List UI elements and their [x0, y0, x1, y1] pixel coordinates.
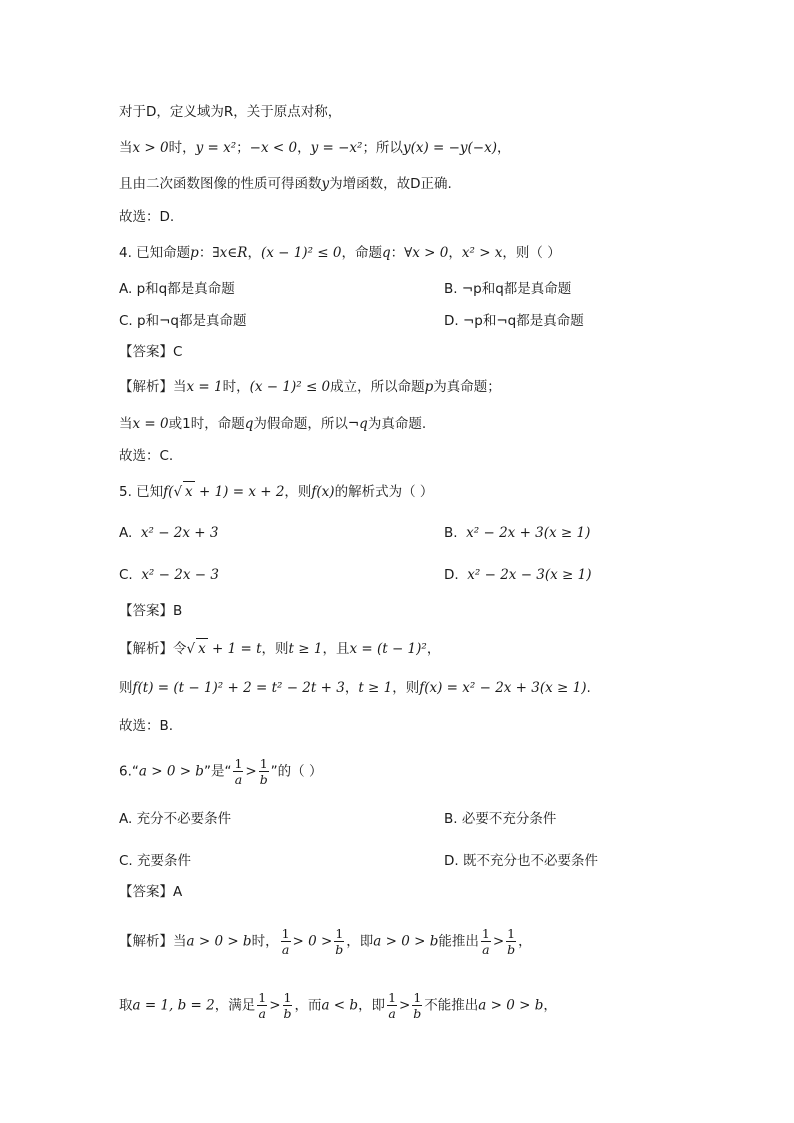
q6-option-a: A. 充分不必要条件	[119, 811, 232, 827]
denominator: a	[258, 1006, 266, 1021]
math: x² − 2x + 3	[140, 525, 219, 541]
q6-option-c: C. 充要条件	[119, 853, 192, 869]
text: ；所以	[362, 140, 403, 156]
math: f(t) = (t − 1)² + 2 = t² − 2t + 3	[132, 680, 345, 696]
math: >	[269, 997, 281, 1014]
text: B.	[444, 525, 458, 541]
numerator: 1	[507, 926, 516, 941]
text: ”是“	[203, 763, 232, 780]
q5-answer: 【答案】B	[119, 603, 183, 619]
denominator: b	[259, 772, 268, 787]
math: x² − 2x − 3(x ≥ 1)	[467, 567, 592, 583]
text: 当	[119, 416, 133, 432]
math: >	[245, 763, 257, 780]
math: a < b	[321, 997, 359, 1014]
q6-stem	[119, 756, 322, 787]
text: ”的（ ）	[270, 763, 323, 780]
text: ，即	[358, 997, 386, 1014]
math: x² − 2x − 3	[141, 567, 219, 583]
math: p	[424, 379, 434, 395]
math: + 1 = t	[207, 641, 262, 657]
intro-line-1: 对于D，定义域为R，关于原点对称，	[119, 104, 342, 120]
text: 能推出	[438, 933, 479, 950]
math: y(x) = −y(−x)	[402, 140, 498, 156]
q5-option-c	[119, 565, 219, 585]
math: >	[492, 933, 505, 950]
fraction-1-over-a	[233, 756, 243, 787]
q6-analysis-2	[119, 990, 557, 1021]
math: > 0 >	[292, 933, 333, 950]
math: a > 0 > b	[186, 933, 252, 950]
fraction-1-over-a	[281, 926, 291, 957]
text: A.	[119, 525, 133, 541]
numerator: 1	[388, 990, 397, 1005]
q4-option-a: A. p和q都是真命题	[119, 281, 235, 297]
fraction-1-over-a	[481, 926, 491, 957]
math: (x − 1)² ≤ 0	[260, 245, 342, 261]
q4-answer: 【答案】C	[119, 344, 183, 360]
math: a > 0 > b	[478, 997, 544, 1014]
math: x = 1	[186, 379, 223, 395]
math: a > 0 > b	[138, 763, 204, 780]
text: ，	[247, 245, 261, 261]
text: 当	[119, 140, 133, 156]
denominator: a	[234, 772, 243, 787]
math: x² > x	[461, 245, 503, 261]
q6-analysis-1	[119, 926, 532, 957]
math: y = x²	[195, 140, 237, 156]
numerator: 1	[335, 926, 344, 941]
denominator: b	[413, 1006, 422, 1021]
text: 为真命题.	[367, 416, 427, 432]
text: 5. 已知	[119, 484, 164, 500]
fraction-1-over-b	[506, 926, 516, 957]
q4-option-d: D. ¬p和¬q都是真命题	[444, 313, 584, 329]
text: D.	[444, 567, 459, 583]
q4-analysis-2	[119, 414, 426, 434]
text: .	[586, 680, 591, 696]
math: p	[190, 245, 199, 261]
q5-option-b	[444, 523, 590, 543]
intro-line-3	[119, 174, 452, 194]
intro-choose: 故选：D.	[119, 209, 175, 225]
text: ，	[448, 245, 462, 261]
text: 时，	[168, 140, 196, 156]
numerator: 1	[481, 926, 490, 941]
text: 则	[119, 680, 133, 696]
q4-option-b: B. ¬p和q都是真命题	[444, 281, 572, 297]
text: 成立，所以命题	[330, 379, 425, 395]
text: 【解析】当	[119, 933, 187, 950]
text: ，命题	[341, 245, 382, 261]
math: ∃x∈R	[212, 245, 248, 261]
text: 为增函数，故D正确.	[329, 176, 452, 192]
denominator: a	[388, 1006, 396, 1021]
numerator: 1	[259, 756, 268, 771]
math: y	[321, 176, 330, 192]
math: t ≥ 1	[288, 641, 323, 657]
text: 或1时，命题	[168, 416, 245, 432]
text: ：	[198, 245, 213, 261]
numerator: 1	[234, 756, 243, 771]
math: f(x) = x² − 2x + 3(x ≥ 1)	[419, 680, 587, 696]
fraction-1-over-a	[257, 990, 267, 1021]
math: x = (t − 1)²	[349, 641, 427, 657]
text: 的解析式为（ ）	[334, 484, 434, 500]
denominator: a	[281, 942, 290, 957]
text: ，	[497, 140, 511, 156]
q5-option-a	[119, 523, 219, 543]
text: ，满足	[214, 997, 256, 1014]
math: a > 0 > b	[373, 933, 439, 950]
text: ，且	[322, 641, 350, 657]
math: f(x)	[311, 484, 335, 500]
text: ，则	[392, 680, 420, 696]
text: ，则	[261, 641, 289, 657]
q5-analysis-2	[119, 678, 591, 698]
text: ，	[543, 997, 557, 1014]
text: 不能推出	[424, 997, 479, 1014]
math: f(	[163, 484, 174, 500]
q5-option-d	[444, 565, 592, 585]
fraction-1-over-b	[412, 990, 422, 1021]
text: C.	[119, 567, 133, 583]
q6-answer: 【答案】A	[119, 884, 183, 900]
text: 【解析】令	[119, 641, 187, 657]
math: (x − 1)² ≤ 0	[249, 379, 331, 395]
math: >	[399, 997, 411, 1014]
text: ，	[518, 933, 532, 950]
sqrt-sign: √	[173, 484, 183, 500]
text: ：	[390, 245, 405, 261]
text: 取	[119, 997, 133, 1014]
q4-choose: 故选：C.	[119, 448, 174, 464]
fraction-1-over-b	[334, 926, 344, 957]
q5-stem	[119, 481, 433, 502]
q4-stem	[119, 243, 561, 263]
text: ，即	[346, 933, 374, 950]
math: x = 0	[132, 416, 169, 432]
text: 时，	[222, 379, 250, 395]
math: q	[244, 416, 254, 432]
math: x > 0	[132, 140, 169, 156]
fraction-1-over-b	[283, 990, 293, 1021]
sqrt-radicand: x	[183, 481, 195, 502]
text: 为假命题，所以	[253, 416, 348, 432]
numerator: 1	[283, 990, 292, 1005]
math: a = 1, b = 2	[132, 997, 215, 1014]
math: t ≥ 1	[358, 680, 393, 696]
text: ；	[236, 140, 250, 156]
math: q	[381, 245, 391, 261]
fraction-1-over-a	[387, 990, 397, 1021]
math: x² − 2x + 3(x ≥ 1)	[466, 525, 591, 541]
math: −x < 0	[249, 140, 298, 156]
intro-line-2	[119, 138, 511, 158]
fraction-1-over-b	[259, 756, 269, 787]
text: ，则	[284, 484, 312, 500]
numerator: 1	[281, 926, 290, 941]
numerator: 1	[413, 990, 422, 1005]
q5-analysis-1	[119, 638, 440, 659]
sqrt-radicand: x	[196, 638, 208, 659]
q6-option-b: B. 必要不充分条件	[444, 811, 557, 827]
text: ，	[297, 140, 311, 156]
text: 6.“	[119, 763, 139, 780]
text: 且由二次函数图像的性质可得函数	[119, 176, 322, 192]
q4-option-c: C. p和¬q都是真命题	[119, 313, 247, 329]
text: 【解析】当	[119, 379, 187, 395]
q4-analysis-1	[119, 377, 501, 397]
sqrt-sign: √	[186, 641, 196, 657]
text: ，	[344, 680, 359, 696]
text: ，则（ ）	[502, 245, 561, 261]
denominator: b	[283, 1006, 292, 1021]
denominator: b	[507, 942, 516, 957]
math: ∀x > 0	[404, 245, 449, 261]
math: y = −x²	[310, 140, 363, 156]
text: 4. 已知命题	[119, 245, 191, 261]
denominator: b	[335, 942, 344, 957]
text: ，而	[294, 997, 322, 1014]
denominator: a	[482, 942, 490, 957]
text: ，	[426, 641, 441, 657]
text: 为真命题；	[433, 379, 501, 395]
text: 时，	[251, 933, 279, 950]
q6-option-d: D. 既不充分也不必要条件	[444, 853, 598, 869]
math: ¬q	[347, 416, 368, 432]
numerator: 1	[258, 990, 267, 1005]
math: + 1) = x + 2	[194, 484, 285, 500]
q5-choose: 故选：B.	[119, 718, 174, 734]
